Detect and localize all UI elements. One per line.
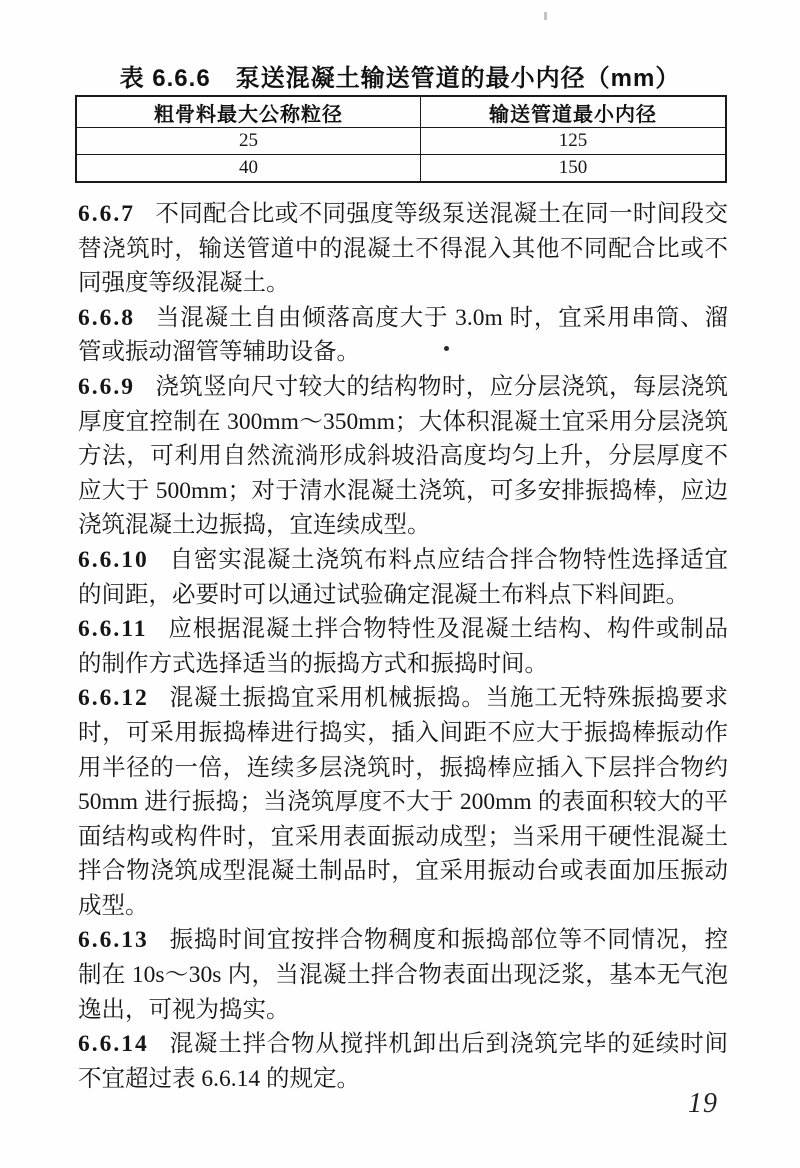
clause-text: 浇筑竖向尺寸较大的结构物时，应分层浇筑，每层浇筑厚度宜控制在 300mm～350mm；大体积混凝土宜采用分层浇筑方法，可利用自然流淌形成斜坡沿高度均匀上升，分层厚度不应大于 500mm；对于清水混凝土浇筑，可多安排振捣棒，应边浇筑混凝土边振捣，宜连续成型。 [78, 373, 728, 539]
table-row [76, 128, 726, 155]
clause-text: 当混凝土自由倾落高度大于 3.0m 时，宜采用串筒、溜管或振动溜管等辅助设备。 [78, 304, 728, 366]
clause-6-6-8 [78, 301, 728, 370]
clause-number: 6.6.8 [78, 304, 135, 331]
table-row [76, 155, 726, 183]
clause-text: 混凝土振捣宜采用机械振捣。当施工无特殊振捣要求时，可采用振捣棒进行捣实，插入间距不应大于振捣棒振动作用半径的一倍，连续多层浇筑时，振捣棒应插入下层拌合物约 50mm 进行振捣；当浇筑厚度不大于 200mm 的表面积较大的平面结构或构件时，宜采用表面振动成型；当采用干硬性混凝土拌合物浇筑成型混凝土制品时，宜采用振动台或表面加压振动成型。 [78, 685, 728, 919]
clause-6-6-12 [78, 681, 728, 923]
table-header-row [76, 96, 726, 128]
table-cell: 25 [76, 128, 421, 155]
table-cell: 40 [76, 155, 421, 183]
clause-text: 振捣时间宜按拌合物稠度和振捣部位等不同情况，控制在 10s～30s 内，当混凝土拌合物表面出现泛浆，基本无气泡逸出，可视为捣实。 [78, 927, 728, 1023]
clause-number: 6.6.7 [78, 201, 135, 227]
clause-body [78, 197, 728, 1096]
clause-number: 6.6.12 [78, 685, 149, 712]
scan-artifact-speck [544, 12, 547, 20]
clause-6-6-9 [78, 370, 728, 543]
table-cell: 150 [421, 155, 727, 183]
clause-number: 6.6.9 [78, 373, 135, 400]
clause-6-6-7 [78, 197, 728, 301]
clause-number: 6.6.10 [78, 546, 149, 573]
table-caption: 表 6.6.6 泵送混凝土输送管道的最小内径（mm） [119, 65, 681, 92]
table-cell: 125 [421, 128, 727, 155]
min-inner-diameter-table [75, 95, 727, 183]
clause-6-6-10 [78, 543, 728, 612]
clause-text: 混凝土拌合物从搅拌机卸出后到浇筑完毕的延续时间不宜超过表 6.6.14 的规定。 [78, 1031, 728, 1092]
column-header-pipe-diameter: 输送管道最小内径 [421, 96, 727, 128]
clause-6-6-11 [78, 612, 728, 681]
page-number: 19 [688, 1088, 718, 1119]
scan-artifact-dot [444, 346, 449, 351]
clause-number: 6.6.11 [78, 616, 148, 643]
clause-6-6-14 [78, 1027, 728, 1096]
clause-number: 6.6.14 [78, 1031, 149, 1058]
clause-6-6-13 [78, 923, 728, 1027]
clause-number: 6.6.13 [78, 927, 149, 954]
clause-text: 应根据混凝土拌合物特性及混凝土结构、构件或制品的制作方式选择适当的振捣方式和振捣时间。 [78, 616, 728, 677]
clause-text: 不同配合比或不同强度等级泵送混凝土在同一时间段交替浇筑时，输送管道中的混凝土不得混入其他不同配合比或不同强度等级混凝土。 [78, 201, 728, 297]
column-header-aggregate-size: 粗骨料最大公称粒径 [76, 96, 421, 128]
clause-text: 自密实混凝土浇筑布料点应结合拌合物特性选择适宜的间距，必要时可以通过试验确定混凝土布料点下料间距。 [78, 546, 728, 608]
